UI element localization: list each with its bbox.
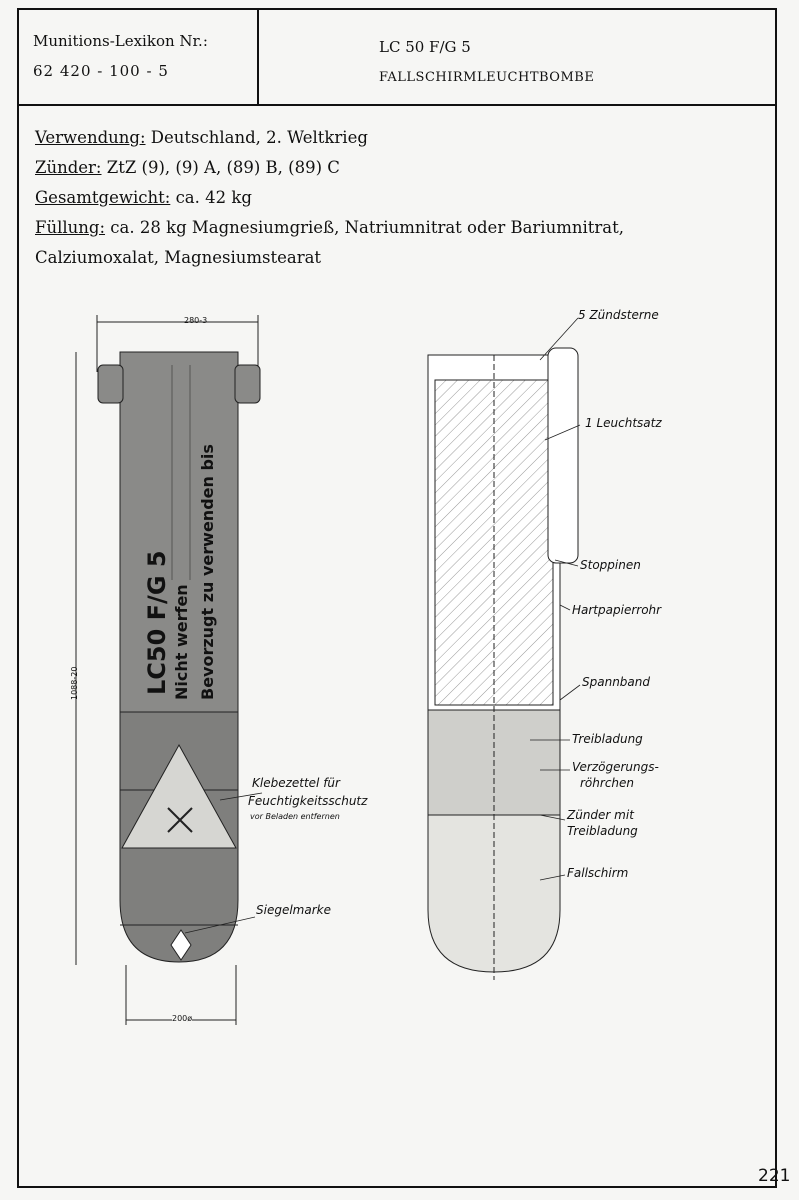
label-klebezettel: vor Beladen entfernen: [250, 812, 340, 821]
label-treibladung: Treibladung: [572, 732, 643, 746]
label-zuender: Treibladung: [567, 824, 638, 838]
label-zuender: Zünder mit: [567, 808, 634, 822]
label-siegelmarke: Siegelmarke: [256, 903, 331, 917]
label-spannband: Spannband: [582, 675, 650, 689]
dim-diameter: 200ø: [172, 1014, 193, 1023]
spec-key: Verwendung:: [35, 128, 146, 147]
label-hartpapierrohr: Hartpapierrohr: [572, 603, 662, 617]
lexikon-number: 62 420 - 100 - 5: [33, 62, 169, 80]
designation: LC 50 F/G 5: [379, 38, 471, 56]
page-number: 221: [758, 1166, 791, 1186]
stencil-bevorzugt: Bevorzugt zu verwenden bis: [198, 444, 217, 700]
label-verzoegerung: Verzögerungs-: [572, 760, 659, 774]
spec-value: ca. 28 kg Magnesiumgrieß, Natriumnitrat oder Bariumnitrat,: [110, 218, 624, 237]
spec-value: ZtZ (9), (9) A, (89) B, (89) C: [106, 158, 340, 177]
spec-value: ca. 42 kg: [175, 188, 252, 207]
label-klebezettel: Klebezettel für: [252, 776, 340, 790]
spec-key: Zünder:: [35, 158, 102, 177]
dim-length: 1088-20: [70, 666, 79, 700]
label-klebezettel: Feuchtigkeitsschutz: [248, 794, 368, 808]
spec-value: Deutschland, 2. Weltkrieg: [150, 128, 368, 147]
stencil-nicht-werfen: Nicht werfen: [172, 584, 191, 700]
dim-width: 280-3: [184, 316, 208, 325]
label-leuchtsatz: 1 Leuchtsatz: [585, 416, 662, 430]
label-zuendsterne: 5 Zündsterne: [578, 308, 659, 322]
label-stoppinen: Stoppinen: [580, 558, 641, 572]
label-fallschirm: Fallschirm: [567, 866, 629, 880]
munition-type: FALLSCHIRMLEUCHTBOMBE: [379, 70, 595, 85]
stencil-designation: LC50 F/G 5: [143, 550, 171, 695]
spec-key: Füllung:: [35, 218, 106, 237]
lexikon-label: Munitions-Lexikon Nr.:: [33, 32, 208, 50]
bomb-cutaway-view: [428, 348, 578, 980]
spec-key: Gesamtgewicht:: [35, 188, 171, 207]
spec-value: Calziumoxalat, Magnesiumstearat: [35, 248, 322, 267]
label-verzoegerung: röhrchen: [580, 776, 635, 790]
